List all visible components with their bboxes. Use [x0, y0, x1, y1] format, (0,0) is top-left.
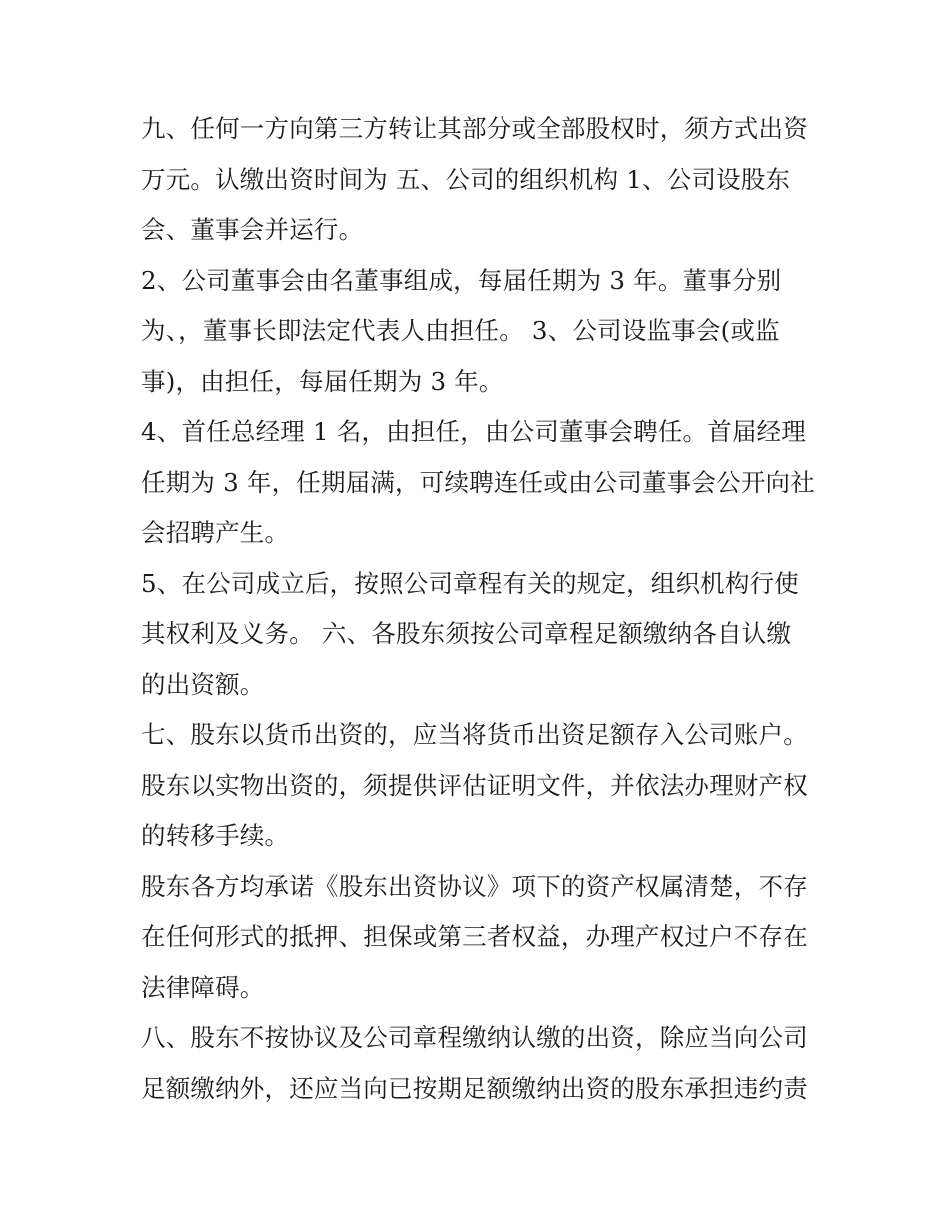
text-line: 为、，董事长即法定代表人由担任。 3、公司设监事会(或监	[141, 316, 780, 345]
text-line: 的转移手续。	[141, 821, 290, 850]
text-line: 2、公司董事会由名董事组成，每届任期为 3 年。董事分别	[141, 265, 782, 295]
text-line: 5、在公司成立后，按照公司章程有关的规定，组织机构行使	[141, 568, 799, 598]
text-line: 八、股东不按协议及公司章程缴纳认缴的出资，除应当向公司	[141, 1023, 808, 1052]
paragraph-3	[141, 407, 821, 559]
paragraph-1	[141, 104, 821, 256]
text-line: 股东以实物出资的，须提供评估证明文件，并依法办理财产权	[141, 770, 808, 800]
text-line: 的出资额。	[141, 669, 265, 699]
document-body	[141, 104, 821, 1114]
paragraph-7	[141, 1013, 821, 1114]
text-line: 任期为 3 年，任期届满，可续聘连任或由公司董事会公开向社	[141, 467, 815, 497]
text-line: 4、首任总经理 1 名，由担任，由公司董事会聘任。首届经理	[141, 417, 807, 446]
text-line: 在任何形式的抵押、担保或第三者权益，办理产权过户不存在	[141, 922, 808, 951]
text-line: 事)，由担任，每届任期为 3 年。	[141, 366, 504, 396]
text-line: 万元。认缴出资时间为 五、公司的组织机构 1、公司设股东	[141, 164, 791, 194]
text-line: 法律障碍。	[141, 972, 265, 1002]
text-line: 九、任何一方向第三方转让其部分或全部股权时，须方式出资	[141, 114, 808, 143]
text-line: 会、董事会并运行。	[141, 215, 364, 244]
paragraph-2	[141, 256, 821, 408]
text-line: 足额缴纳外，还应当向已按期足额缴纳出资的股东承担违约责	[141, 1073, 808, 1103]
text-line: 七、股东以货币出资的，应当将货币出资足额存入公司账户。	[141, 720, 808, 749]
paragraph-6	[141, 862, 821, 1014]
text-line: 会招聘产生。	[141, 518, 290, 547]
paragraph-5	[141, 710, 821, 862]
text-line: 其权利及义务。 六、各股东须按公司章程足额缴纳各自认缴	[141, 619, 792, 648]
paragraph-4	[141, 559, 821, 711]
text-line: 股东各方均承诺《股东出资协议》项下的资产权属清楚，不存	[141, 871, 808, 901]
